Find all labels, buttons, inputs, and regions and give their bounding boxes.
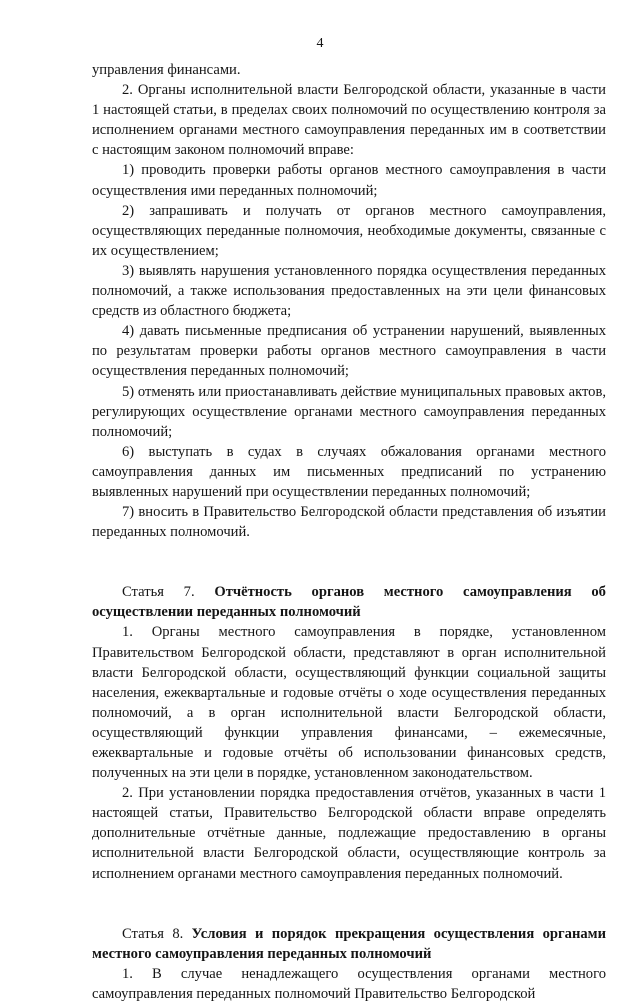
list-item-1: 1) проводить проверки работы органов местного самоуправления в части осуществления ими переданных полномочий; [92,162,606,199]
list-item-6: 6) выступать в судах в случаях обжалования органами местного самоуправления данных им письменных предписаний по устранению выявленных нарушений при осуществлении переданных полномочий; [92,443,606,500]
article-7-heading [92,582,606,622]
article-7-title: Отчётность органов местного самоуправления об осуществлении переданных полномочий [92,584,606,621]
document-body [92,60,606,1004]
article-7-paragraph-2: 2. При установлении порядка предоставления отчётов, указанных в части 1 настоящей статьи, Правительство Белгородской области вправе определять дополнительные отчётные данные, подлежащие предоставлению в органы исполнительной власти Белгородской области, осуществляющие контроль за исполнением органами местного самоуправления переданных полномочий. [92,785,606,882]
article-8-title: Условия и порядок прекращения осуществления органами местного самоуправления переданных полномочий [92,925,606,962]
section-spacer [92,884,606,924]
list-item-5: 5) отменять или приостанавливать действие муниципальных правовых актов, регулирующих осуществление органами местного самоуправления переданных полномочий; [92,383,606,440]
paragraph-item-2: 2. Органы исполнительной власти Белгородской области, указанные в части 1 настоящей статьи, в пределах своих полномочий по осуществлению контроля за исполнением органами местного самоуправления переданных им в соответствии с настоящим законом полномочий вправе: [92,82,606,159]
list-item-4: 4) давать письменные предписания об устранении нарушений, выявленных по результатам проверки работы органов местного самоуправления в части осуществления переданных полномочий; [92,323,606,380]
page-number: 4 [316,36,324,51]
article-7-paragraph-1: 1. Органы местного самоуправления в порядке, установленном Правительством Белгородской области, представляют в орган исполнительной власти Белгородской области, осуществляющий функции социальной защиты населения, ежеквартальные и годовые отчёты о ходе осуществления переданных полномочий, а в орган исполнительной власти Белгородской области, осуществляющий функции управления финансами, – ежемесячные, ежеквартальные и годовые отчёты об использовании финансовых средств, полученных на эти цели в порядке, установленном законодательством. [92,624,606,782]
article-8-paragraph-1: 1. В случае ненадлежащего осуществления органами местного самоуправления переданных полномочий Правительство Белгородской [92,965,606,1002]
list-item-2: 2) запрашивать и получать от органов местного самоуправления, осуществляющих переданные полномочия, необходимые документы, связанные с их осуществлением; [92,202,606,259]
list-item-7: 7) вносить в Правительство Белгородской области представления об изъятии переданных полномочий. [92,504,606,541]
list-item-3: 3) выявлять нарушения установленного порядка осуществления переданных полномочий, а также использования предоставленных на эти цели финансовых средств из областного бюджета; [92,262,606,320]
paragraph-continuation: управления финансами. [92,62,241,78]
article-8-heading [92,924,606,964]
section-spacer [92,542,606,582]
article-8-label: Статья 8. [122,925,184,942]
article-7-label: Статья 7. [122,584,195,601]
